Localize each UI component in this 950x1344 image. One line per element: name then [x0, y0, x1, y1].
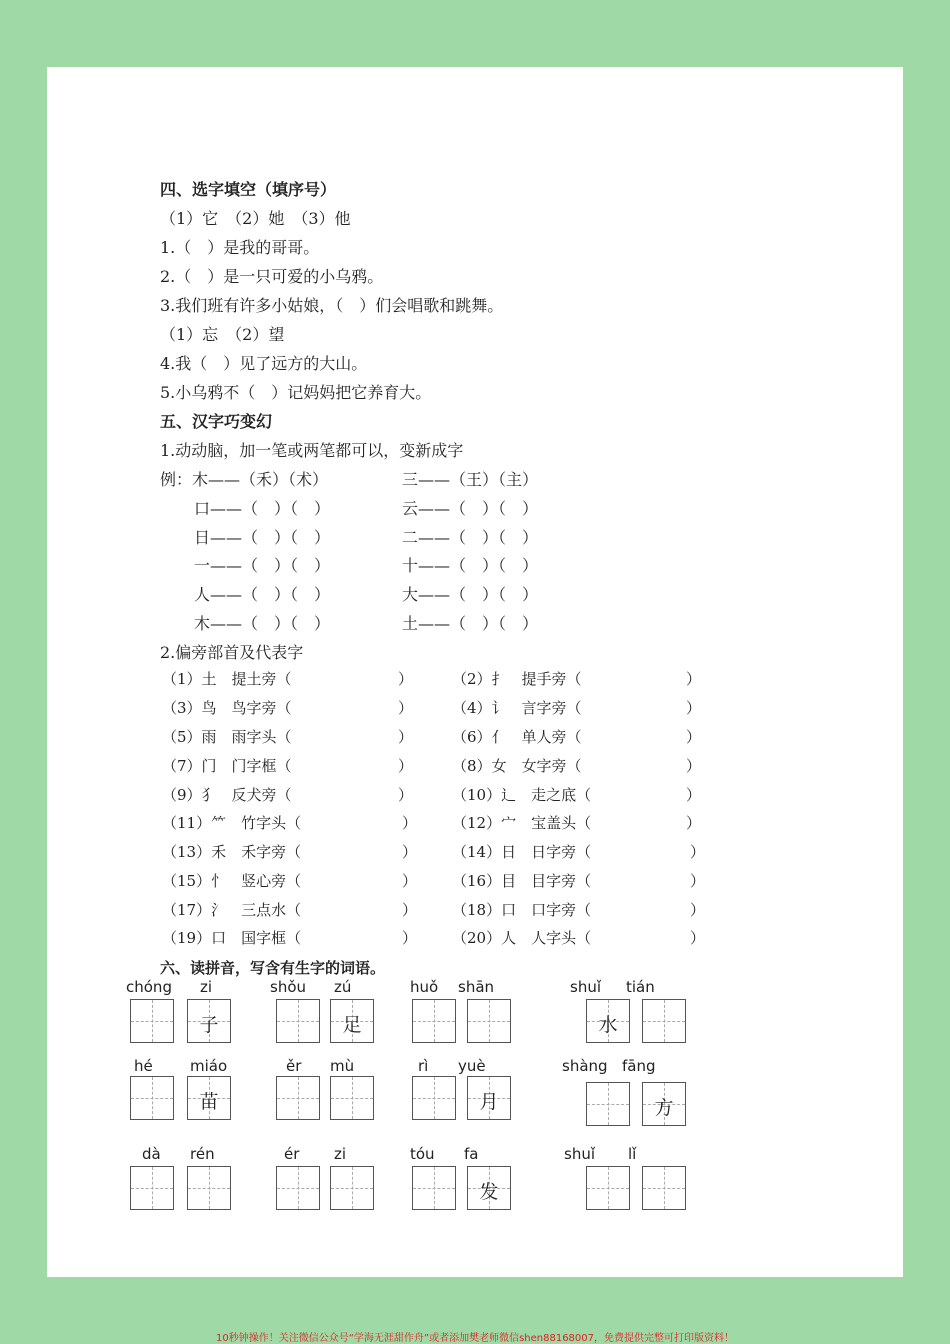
- writing-box[interactable]: [642, 1166, 686, 1210]
- section-4-title: 四、选字填空（填序号）: [160, 180, 337, 199]
- pinyin: zi: [200, 978, 213, 996]
- writing-box[interactable]: [467, 999, 511, 1043]
- s5-row-left: 一——（ ）（ ）: [194, 556, 331, 575]
- pinyin: tóu: [410, 1145, 435, 1163]
- writing-box[interactable]: [412, 1166, 456, 1210]
- s5-row-right: 大——（ ）（ ）: [402, 585, 539, 604]
- radical-close: ）: [398, 757, 414, 775]
- pinyin: rì: [418, 1057, 429, 1075]
- writing-box[interactable]: 足: [330, 999, 374, 1043]
- pinyin: fāng: [622, 1057, 656, 1075]
- pinyin: dà: [142, 1145, 161, 1163]
- s5-example-right: 三——（王）（主）: [402, 470, 539, 489]
- pinyin: lǐ: [628, 1145, 637, 1163]
- pinyin: shǒu: [270, 978, 307, 996]
- radical-close: ）: [398, 728, 414, 746]
- pinyin: fa: [464, 1145, 479, 1163]
- pinyin: zi: [334, 1145, 347, 1163]
- pinyin: chóng: [126, 978, 172, 996]
- s4-question-2: 2.（ ）是一只可爱的小乌鸦。: [160, 267, 384, 286]
- pinyin: hé: [134, 1057, 153, 1075]
- radical-close: ）: [686, 670, 702, 688]
- writing-box[interactable]: [330, 1076, 374, 1120]
- radical-close: ）: [686, 728, 702, 746]
- radical-close: ）: [686, 699, 702, 717]
- pinyin: rén: [190, 1145, 215, 1163]
- radical-close: ）: [402, 929, 418, 947]
- writing-box[interactable]: [276, 1076, 320, 1120]
- radical-close: ）: [398, 786, 414, 804]
- radical-item: （1）土 提土旁（: [162, 670, 292, 688]
- radical-close: ）: [690, 872, 706, 890]
- radical-item: （8）女 女字旁（: [452, 757, 582, 775]
- s5-row-right: 土——（ ）（ ）: [402, 614, 539, 633]
- radical-item: （20）人 人字头（: [452, 929, 592, 947]
- pinyin: tián: [626, 978, 655, 996]
- s5-row-right: 云——（ ）（ ）: [402, 499, 539, 518]
- writing-box[interactable]: [276, 999, 320, 1043]
- writing-box[interactable]: 月: [467, 1076, 511, 1120]
- radical-item: （11）⺮ 竹字头（: [162, 814, 302, 832]
- radical-item: （5）雨 雨字头（: [162, 728, 292, 746]
- s5-sub2: 2.偏旁部首及代表字: [160, 643, 304, 662]
- radical-item: （10）辶 走之底（: [452, 786, 592, 804]
- pinyin: huǒ: [410, 978, 439, 996]
- radical-close: ）: [690, 901, 706, 919]
- writing-box[interactable]: 发: [467, 1166, 511, 1210]
- radical-close: ）: [402, 901, 418, 919]
- radical-item: （17）氵 三点水（: [162, 901, 302, 919]
- s4-options-2: （1）忘 （2）望: [160, 325, 285, 344]
- s5-row-left: 日——（ ）（ ）: [194, 528, 331, 547]
- section-5-title: 五、汉字巧变幻: [160, 412, 273, 431]
- s5-row-right: 二——（ ）（ ）: [402, 528, 539, 547]
- radical-item: （15）忄 竖心旁（: [162, 872, 302, 890]
- writing-box[interactable]: [130, 1166, 174, 1210]
- s5-row-left: 木——（ ）（ ）: [194, 614, 331, 633]
- radical-close: ）: [398, 670, 414, 688]
- s4-question-3: 3.我们班有许多小姑娘，（ ）们会唱歌和跳舞。: [160, 296, 504, 315]
- footer-note: 10秒钟操作！关注微信公众号“学海无涯甜作舟”或者添加樊老师微信shen88168007，免费提供完整可打印版资料！: [215, 1333, 735, 1344]
- writing-box[interactable]: [330, 1166, 374, 1210]
- radical-item: （7）门 门字框（: [162, 757, 292, 775]
- pinyin: shuǐ: [570, 978, 601, 996]
- radical-item: （14）日 日字旁（: [452, 843, 592, 861]
- writing-box[interactable]: 苗: [187, 1076, 231, 1120]
- radical-close: ）: [402, 872, 418, 890]
- radical-close: ）: [686, 786, 702, 804]
- writing-box[interactable]: 方: [642, 1082, 686, 1126]
- writing-box[interactable]: [586, 1166, 630, 1210]
- pinyin: shàng: [562, 1057, 608, 1075]
- pinyin: miáo: [190, 1057, 228, 1075]
- radical-item: （19）口 国字框（: [162, 929, 302, 947]
- s5-example-left: 例：木——（禾）（术）: [160, 470, 329, 489]
- pinyin: shuǐ: [564, 1145, 595, 1163]
- s5-row-left: 口——（ ）（ ）: [194, 499, 331, 518]
- radical-close: ）: [690, 843, 706, 861]
- writing-box[interactable]: [586, 1082, 630, 1126]
- s4-question-1: 1.（ ）是我的哥哥。: [160, 238, 320, 257]
- pinyin: ér: [284, 1145, 300, 1163]
- radical-item: （16）目 目字旁（: [452, 872, 592, 890]
- writing-box[interactable]: [187, 1166, 231, 1210]
- writing-box[interactable]: 水: [586, 999, 630, 1043]
- radical-item: （4）讠 言字旁（: [452, 699, 582, 717]
- radical-item: （6）亻 单人旁（: [452, 728, 582, 746]
- writing-box[interactable]: [412, 1076, 456, 1120]
- radical-close: ）: [398, 699, 414, 717]
- s5-sub1: 1.动动脑，加一笔或两笔都可以，变新成字: [160, 441, 464, 460]
- radical-close: ）: [690, 929, 706, 947]
- pinyin: ěr: [286, 1057, 302, 1075]
- radical-item: （13）禾 禾字旁（: [162, 843, 302, 861]
- pinyin: mù: [330, 1057, 355, 1075]
- writing-box[interactable]: [412, 999, 456, 1043]
- pinyin: zú: [334, 978, 352, 996]
- s5-row-left: 人——（ ）（ ）: [194, 585, 331, 604]
- radical-item: （9）犭 反犬旁（: [162, 786, 292, 804]
- writing-box[interactable]: [130, 999, 174, 1043]
- radical-item: （12）宀 宝盖头（: [452, 814, 592, 832]
- radical-close: ）: [402, 814, 418, 832]
- writing-box[interactable]: 子: [187, 999, 231, 1043]
- s4-question-4: 4.我（ ）见了远方的大山。: [160, 354, 368, 373]
- writing-box[interactable]: [130, 1076, 174, 1120]
- radical-item: （18）口 口字旁（: [452, 901, 592, 919]
- section-6-title: 六、读拼音，写含有生字的词语。: [160, 959, 386, 977]
- s5-row-right: 十——（ ）（ ）: [402, 556, 539, 575]
- s4-options-1: （1）它 （2）她 （3）他: [160, 209, 351, 228]
- radical-close: ）: [402, 843, 418, 861]
- pinyin: shān: [458, 978, 495, 996]
- writing-box[interactable]: [276, 1166, 320, 1210]
- radical-item: （2）扌 提手旁（: [452, 670, 582, 688]
- pinyin: yuè: [458, 1057, 486, 1075]
- radical-close: ）: [686, 814, 702, 832]
- writing-box[interactable]: [642, 999, 686, 1043]
- s4-question-5: 5.小乌鸦不（ ）记妈妈把它养育大。: [160, 383, 432, 402]
- radical-item: （3）鸟 鸟字旁（: [162, 699, 292, 717]
- radical-close: ）: [686, 757, 702, 775]
